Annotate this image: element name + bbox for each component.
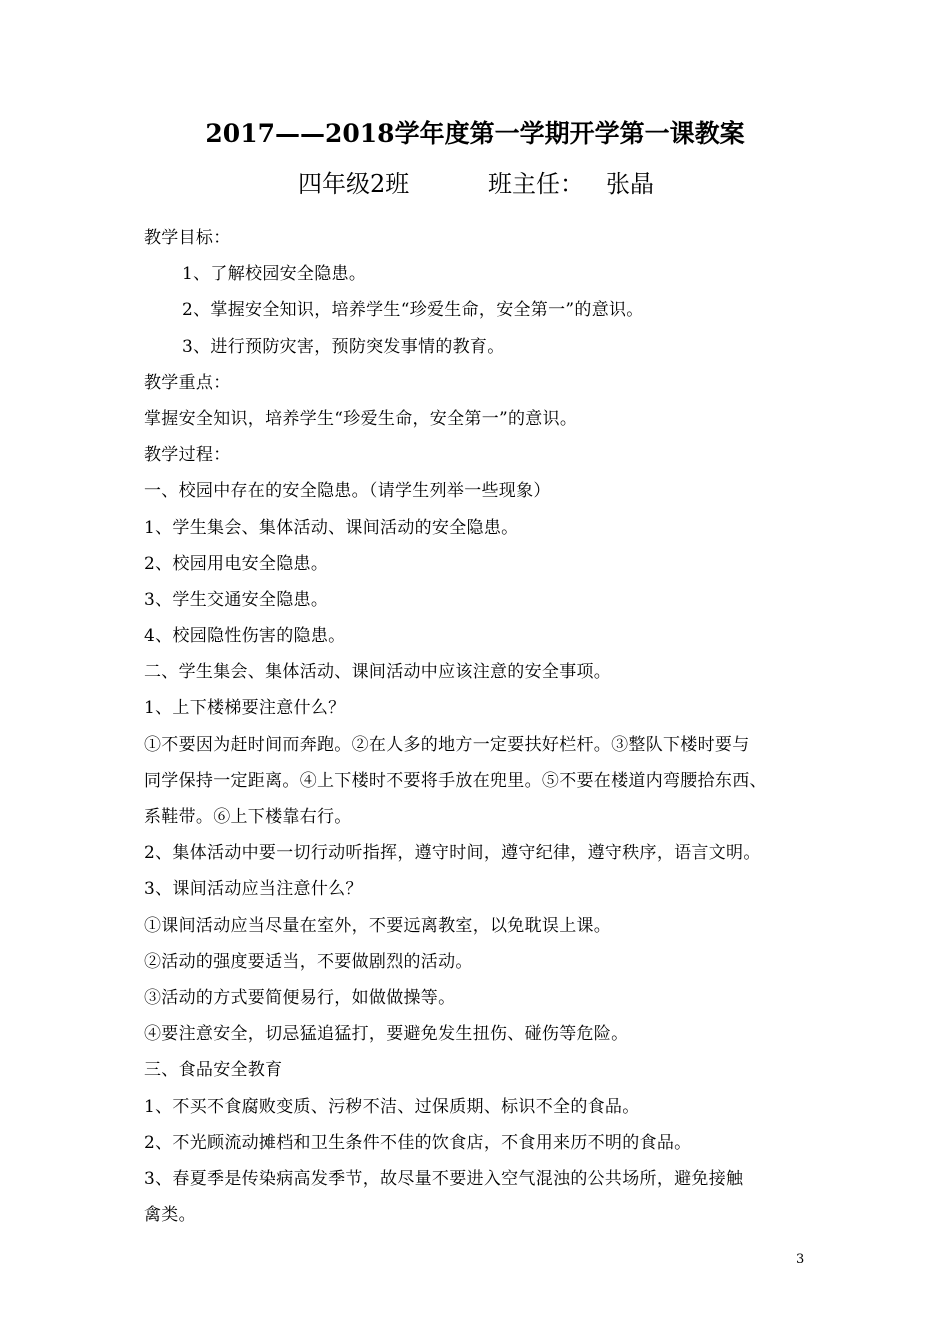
process-item: 2、校园用电安全隐患。 xyxy=(144,553,329,574)
paragraph-line: ①课间活动应当尽量在室外，不要远离教室，以免耽误上课。 xyxy=(144,915,612,936)
process-item: 3、课间活动应当注意什么？ xyxy=(144,879,363,900)
document-title: 2017——2018学年度第一学期开学第一课教案 xyxy=(205,119,745,148)
page-number: 3 xyxy=(796,1252,805,1267)
paragraph-line: 同学保持一定距离。④上下楼时不要将手放在兜里。⑤不要在楼道内弯腰拾东西、 xyxy=(144,770,767,791)
paragraph-line: ②活动的强度要适当，不要做剧烈的活动。 xyxy=(144,951,473,972)
document-body xyxy=(144,220,814,1233)
objective-item: 3、进行预防灾害，预防突发事情的教育。 xyxy=(182,336,505,357)
paragraph-line: ①不要因为赶时间而奔跑。②在人多的地方一定要扶好栏杆。③整队下楼时要与 xyxy=(144,734,750,755)
process-item: 3、春夏季是传染病高发季节，故尽量不要进入空气混浊的公共场所，避免接触 xyxy=(144,1168,744,1189)
teacher-label: 班主任： xyxy=(488,170,584,198)
process-item: 4、校园隐性伤害的隐患。 xyxy=(144,626,346,647)
paragraph-line: ④要注意安全，切忌猛追猛打，要避免发生扭伤、碰伤等危险。 xyxy=(144,1024,629,1045)
paragraph-line: 系鞋带。⑥上下楼靠右行。 xyxy=(144,807,352,827)
process-item: 1、上下楼梯要注意什么？ xyxy=(144,698,346,719)
process-item: 3、学生交通安全隐患。 xyxy=(144,589,329,610)
section-heading-key-points: 教学重点： xyxy=(144,372,231,393)
objective-item: 1、了解校园安全隐患。 xyxy=(182,264,367,285)
teacher-name: 张晶 xyxy=(606,170,654,198)
process-item: 2、集体活动中要一切行动听指挥，遵守时间，遵守纪律，遵守秩序，语言文明。 xyxy=(144,843,761,864)
process-part-heading: 一、校园中存在的安全隐患。（请学生列举一些现象） xyxy=(144,481,551,502)
process-item: 2、不光顾流动摊档和卫生条件不佳的饮食店，不食用来历不明的食品。 xyxy=(144,1132,692,1153)
paragraph-line: ③活动的方式要简便易行，如做做操等。 xyxy=(144,987,456,1008)
section-heading-process: 教学过程： xyxy=(144,445,231,466)
process-part-heading: 三、食品安全教育 xyxy=(144,1060,283,1081)
paragraph-line: 禽类。 xyxy=(144,1205,196,1226)
process-part-heading: 二、学生集会、集体活动、课间活动中应该注意的安全事项。 xyxy=(144,662,612,683)
class-name: 四年级2班 xyxy=(298,170,410,198)
objective-item: 2、掌握安全知识，培养学生“珍爱生命，安全第一”的意识。 xyxy=(182,300,644,321)
section-heading-objectives: 教学目标： xyxy=(144,228,231,248)
key-point-text: 掌握安全知识，培养学生“珍爱生命，安全第一”的意识。 xyxy=(144,408,578,429)
process-item: 1、不买不食腐败变质、污秽不洁、过保质期、标识不全的食品。 xyxy=(144,1096,640,1117)
process-item: 1、学生集会、集体活动、课间活动的安全隐患。 xyxy=(144,517,519,538)
